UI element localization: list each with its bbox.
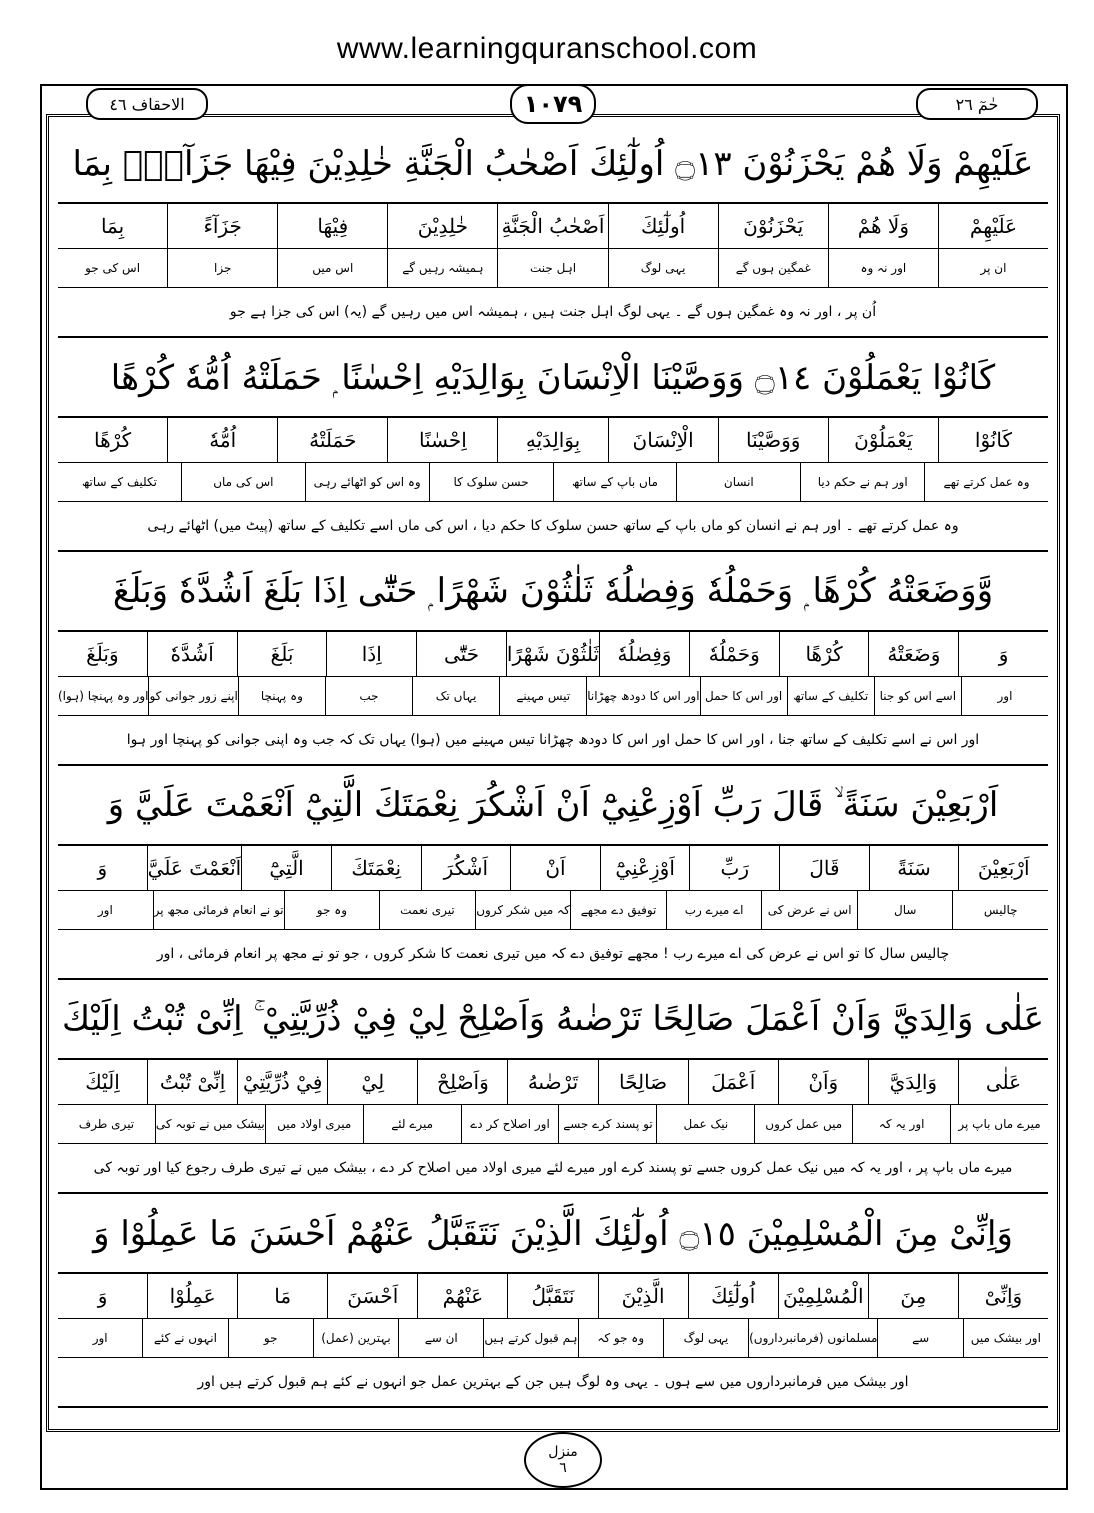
- urdu-meaning-cell: وہ اس کو اٹھائے رہی: [305, 463, 429, 501]
- urdu-translation-line: اُن پر ، اور نہ وہ غمگین ہوں گے ۔ یہی لوگ اہل جنت ہیں ، ہمیشہ اس میں رہیں گے (یہ) اس کی جزا ہے جو: [58, 288, 1048, 338]
- arabic-verse-line: اَرْبَعِيْنَ سَنَةً ۙ قَالَ رَبِّ اَوْزِعْنِيْٓ اَنْ اَشْكُرَ نِعْمَتَكَ الَّتِيْٓ اَنْعَمْتَ عَلَيَّ وَ: [58, 766, 1048, 846]
- urdu-meaning-cell: وہ عمل کرتے تھے: [924, 463, 1048, 501]
- urdu-meaning-cell: سال: [857, 891, 953, 929]
- urdu-meaning-cell: تکلیف کے ساتھ: [81, 475, 157, 489]
- arabic-word-cell: اَشُدَّهٗ: [147, 632, 237, 676]
- arabic-word-cell: بِمَا: [100, 214, 125, 238]
- urdu-meaning-cell: ماں باپ کے ساتھ: [553, 463, 677, 501]
- urdu-meaning-cell: اور اس کا دودھ چھڑانا: [586, 677, 699, 715]
- urdu-meaning-cell: انہوں نے کئے: [142, 1319, 227, 1357]
- arabic-word-cell: قَالَ: [779, 846, 869, 890]
- urdu-meaning-cell: مسلمانوں (فرمانبرداروں): [748, 1319, 877, 1357]
- urdu-meaning-cell: تیری طرف: [78, 1117, 135, 1131]
- urdu-meaning-cell: اور اس کا حمل: [700, 677, 787, 715]
- arabic-word-cell: وَحَمْلُهٗ: [689, 632, 779, 676]
- urdu-meaning-cell: اور اصلاح کر دے: [461, 1105, 559, 1143]
- meaning-row: [58, 1105, 1048, 1144]
- arabic-word-cell: يَحْزَنُوْنَ: [718, 204, 828, 248]
- arabic-word-cell: وَفِصٰلُهٗ: [599, 632, 689, 676]
- urdu-meaning-cell: وہ جو: [284, 891, 380, 929]
- arabic-verse-line: وَّوَضَعَتْهُ كُرْهًا ۭ وَحَمْلُهٗ وَفِصٰلُهٗ ثَلٰثُوْنَ شَهْرًا ۭ حَتّٰٓى اِذَا بَلَغَ اَشُدَّهٗ وَبَلَغَ: [58, 552, 1048, 632]
- arabic-word-cell: وَ: [97, 856, 108, 880]
- urdu-meaning-cell: تکلیف کے ساتھ: [787, 677, 874, 715]
- arabic-word-cell: اَصْحٰبُ الْجَنَّةِ: [497, 204, 607, 248]
- urdu-meaning-cell: غمگین ہوں گے: [718, 249, 828, 287]
- word-row: [58, 1274, 1048, 1319]
- arabic-word-cell: وَضَعَتْهُ: [868, 632, 958, 676]
- urdu-meaning-cell: اس نے عرض کی: [761, 891, 857, 929]
- urdu-meaning-cell: یہاں تک: [412, 677, 499, 715]
- arabic-word-cell: وَاَصْلِحْ: [417, 1060, 507, 1104]
- arabic-word-cell: اَنْ: [510, 846, 600, 890]
- urdu-translation-line: میرے ماں باپ پر ، اور یہ کہ میں نیک عمل کروں جسے تو پسند کرے اور میرے لئے میری اولاد میں اصلاح کر دے ، بیشک میں نے تیری طرف رجوع کیا اور توبہ کی: [58, 1144, 1048, 1194]
- meaning-row: [58, 249, 1048, 288]
- urdu-meaning-cell: میری اولاد میں: [265, 1105, 363, 1143]
- arabic-word-cell: فِيْهَا: [277, 204, 387, 248]
- page-number: ١٠٧٩: [510, 84, 596, 124]
- arabic-word-cell: الَّتِيْٓ: [241, 846, 331, 890]
- arabic-word-cell: بِوَالِدَيْهِ: [497, 418, 607, 462]
- urdu-meaning-cell: ان پر: [938, 249, 1048, 287]
- arabic-word-cell: اُولٰٓئِكَ: [688, 1274, 778, 1318]
- arabic-word-cell: وَ: [97, 1284, 108, 1308]
- urdu-meaning-cell: نیک عمل: [656, 1105, 754, 1143]
- meaning-row: [58, 891, 1048, 930]
- arabic-word-cell: اَوْزِعْنِيْٓ: [600, 846, 690, 890]
- urdu-meaning-cell: ان سے: [398, 1319, 483, 1357]
- arabic-word-cell: اَعْمَلَ: [688, 1060, 778, 1104]
- urdu-meaning-cell: اور: [961, 677, 1048, 715]
- urdu-meaning-cell: میرے ماں باپ پر: [950, 1105, 1048, 1143]
- manzil-label: منزل: [548, 1444, 578, 1460]
- urdu-translation-line: وہ عمل کرتے تھے ۔ اور ہم نے انسان کو ماں باپ کے ساتھ حسن سلوک کا حکم دیا ، اس کی ماں اسے تکلیف کے ساتھ (پیٹ میں) اٹھائے رہی: [58, 502, 1048, 552]
- verse-block: [58, 1194, 1048, 1408]
- arabic-word-cell: عَمِلُوْا: [147, 1274, 237, 1318]
- urdu-meaning-cell: اسے اس کو جنا: [874, 677, 961, 715]
- arabic-word-cell: اِذَا: [326, 632, 416, 676]
- word-row: [58, 418, 1048, 463]
- urdu-meaning-cell: تیری نعمت: [379, 891, 475, 929]
- arabic-word-cell: رَبِّ: [689, 846, 779, 890]
- arabic-word-cell: وَ: [958, 632, 1048, 676]
- urdu-translation-line: اور بیشک میں فرمانبرداروں میں سے ہوں ۔ یہی وہ لوگ ہیں جن کے بہترین عمل جو انہوں نے کئے ہم قبول کرتے ہیں اور: [58, 1358, 1048, 1408]
- arabic-word-cell: نَتَقَبَّلُ: [507, 1274, 597, 1318]
- verse-block: [58, 124, 1048, 338]
- arabic-word-cell: الْاِنْسَانَ: [608, 418, 718, 462]
- urdu-meaning-cell: وہ پہنچا: [238, 677, 325, 715]
- urdu-meaning-cell: جب: [325, 677, 412, 715]
- arabic-word-cell: وَاَنْ: [778, 1060, 868, 1104]
- verse-block: [58, 552, 1048, 766]
- arabic-word-cell: وَبَلَغَ: [86, 642, 119, 666]
- urdu-meaning-cell: میں عمل کروں: [754, 1105, 852, 1143]
- urdu-meaning-cell: میرے لئے: [363, 1105, 461, 1143]
- manzil-badge: [524, 1432, 602, 1488]
- arabic-word-cell: عَلَيْهِمْ: [938, 204, 1048, 248]
- arabic-word-cell: خٰلِدِيْنَ: [387, 204, 497, 248]
- urdu-translation-line: اور اس نے اسے تکلیف کے ساتھ جنا ، اور اس کا حمل اور اس کا دودھ چھڑانا تیس مہینے میں (ہوا) یہاں تک کہ جب وہ اپنی جوانی کو پہنچا اور ہوا: [58, 716, 1048, 766]
- urdu-meaning-cell: انسان: [676, 463, 800, 501]
- arabic-word-cell: نِعْمَتَكَ: [331, 846, 421, 890]
- urdu-meaning-cell: اور بیشک میں: [963, 1319, 1048, 1357]
- urdu-meaning-cell: بہترین (عمل): [313, 1319, 398, 1357]
- surah-label: الاحقاف ٤٦: [86, 88, 208, 120]
- meaning-row: [58, 1319, 1048, 1358]
- urdu-meaning-cell: یہی لوگ: [608, 249, 718, 287]
- urdu-meaning-cell: اے میرے رب: [666, 891, 762, 929]
- arabic-word-cell: تَرْضٰىهُ: [507, 1060, 597, 1104]
- urdu-meaning-cell: اس میں: [277, 249, 387, 287]
- urdu-meaning-cell: وہ جو کہ: [578, 1319, 663, 1357]
- arabic-word-cell: الَّذِيْنَ: [598, 1274, 688, 1318]
- urdu-meaning-cell: اور وہ پہنچا (ہوا): [57, 689, 149, 703]
- arabic-verse-line: وَاِنِّىْ مِنَ الْمُسْلِمِيْنَ ۝١٥ اُولٰٓئِكَ الَّذِيْنَ نَتَقَبَّلُ عَنْهُمْ اَحْسَنَ مَا عَمِلُوْا وَ: [58, 1194, 1048, 1274]
- word-row: [58, 632, 1048, 677]
- urdu-meaning-cell: اور ہم نے حکم دیا: [800, 463, 924, 501]
- arabic-word-cell: كُرْهًا: [779, 632, 869, 676]
- arabic-word-cell: الْمُسْلِمِيْنَ: [778, 1274, 868, 1318]
- arabic-word-cell: وَوَصَّيْنَا: [718, 418, 828, 462]
- verse-block: [58, 338, 1048, 552]
- word-row: [58, 204, 1048, 249]
- urdu-meaning-cell: ہم قبول کرتے ہیں: [483, 1319, 577, 1357]
- urdu-meaning-cell: اپنے زور جوانی کو: [148, 677, 237, 715]
- verse-blocks: [58, 124, 1048, 1408]
- arabic-word-cell: اَرْبَعِيْنَ: [958, 846, 1048, 890]
- word-row: [58, 1060, 1048, 1105]
- arabic-word-cell: حَتّٰٓى: [416, 632, 506, 676]
- arabic-word-cell: اِحْسٰنًا: [387, 418, 497, 462]
- urdu-meaning-cell: اور: [97, 903, 113, 917]
- manzil-number: ٦: [559, 1460, 567, 1476]
- urdu-meaning-cell: جو: [228, 1319, 313, 1357]
- urdu-meaning-cell: اور نہ وہ: [828, 249, 938, 287]
- arabic-word-cell: اُولٰٓئِكَ: [608, 204, 718, 248]
- arabic-verse-line: عَلَيْهِمْ وَلَا هُمْ يَحْزَنُوْنَ ۝١٣ اُولٰٓئِكَ اَصْحٰبُ الْجَنَّةِ خٰلِدِيْنَ فِيْهَا جَزَآءًۢ بِمَا: [58, 124, 1048, 204]
- urdu-meaning-cell: بیشک میں نے توبہ کی: [155, 1105, 265, 1143]
- urdu-meaning-cell: اس کی ماں: [181, 463, 305, 501]
- urdu-meaning-cell: اہل جنت: [497, 249, 607, 287]
- urdu-meaning-cell: تیس مہینے: [499, 677, 586, 715]
- urdu-meaning-cell: کہ میں شکر کروں: [475, 891, 571, 929]
- urdu-meaning-cell: سے: [877, 1319, 962, 1357]
- arabic-word-cell: اَحْسَنَ: [327, 1274, 417, 1318]
- para-label: حٰمٓ ٢٦: [916, 88, 1038, 120]
- arabic-word-cell: كُرْهًا: [93, 428, 132, 452]
- arabic-word-cell: سَنَةً: [869, 846, 959, 890]
- arabic-word-cell: اَنْعَمْتَ عَلَيَّ: [147, 846, 242, 890]
- arabic-word-cell: بَلَغَ: [237, 632, 327, 676]
- arabic-word-cell: مِنَ: [868, 1274, 958, 1318]
- arabic-word-cell: جَزَآءً: [167, 204, 277, 248]
- arabic-word-cell: ثَلٰثُوْنَ شَهْرًا: [506, 632, 599, 676]
- urdu-meaning-cell: جزا: [167, 249, 277, 287]
- urdu-meaning-cell: اور: [92, 1331, 108, 1345]
- arabic-word-cell: اِلَيْكَ: [85, 1070, 120, 1094]
- arabic-word-cell: عَنْهُمْ: [417, 1274, 507, 1318]
- urdu-meaning-cell: تو نے انعام فرمائی مجھ پر: [153, 891, 284, 929]
- urdu-meaning-cell: حسن سلوک کا: [429, 463, 553, 501]
- arabic-word-cell: وَاِنِّىْ: [958, 1274, 1048, 1318]
- urdu-meaning-cell: توفیق دے مجھے: [570, 891, 666, 929]
- meaning-row: [58, 463, 1048, 502]
- arabic-word-cell: لِيْ: [327, 1060, 417, 1104]
- urdu-translation-line: چالیس سال کا تو اس نے عرض کی اے میرے رب ! مجھے توفیق دے کہ میں تیری نعمت کا شکر کروں ، جو تو نے مجھ پر انعام فرمائی ، اور: [58, 930, 1048, 980]
- arabic-word-cell: اُمُّهٗ: [167, 418, 277, 462]
- arabic-verse-line: عَلٰى وَالِدَيَّ وَاَنْ اَعْمَلَ صَالِحًا تَرْضٰىهُ وَاَصْلِحْ لِيْ فِيْ ذُرِّيَّتِيْ ۚ اِنِّىْ تُبْتُ اِلَيْكَ: [58, 980, 1048, 1060]
- verse-block: [58, 766, 1048, 980]
- urdu-meaning-cell: یہی لوگ: [663, 1319, 748, 1357]
- arabic-word-cell: يَعْمَلُوْنَ: [828, 418, 938, 462]
- urdu-meaning-cell: اور یہ کہ: [852, 1105, 950, 1143]
- verse-block: [58, 980, 1048, 1194]
- urdu-meaning-cell: چالیس: [952, 891, 1048, 929]
- urdu-meaning-cell: تو پسند کرے جسے: [558, 1105, 656, 1143]
- arabic-verse-line: كَانُوْا يَعْمَلُوْنَ ۝١٤ وَوَصَّيْنَا الْاِنْسَانَ بِوَالِدَيْهِ اِحْسٰنًا ۭ حَمَلَتْهُ اُمُّهٗ كُرْهًا: [58, 338, 1048, 418]
- arabic-word-cell: وَالِدَيَّ: [868, 1060, 958, 1104]
- arabic-word-cell: اِنِّىْ تُبْتُ: [147, 1060, 237, 1104]
- arabic-word-cell: عَلٰى: [958, 1060, 1048, 1104]
- urdu-meaning-cell: ہمیشہ رہیں گے: [387, 249, 497, 287]
- arabic-word-cell: كَانُوْا: [938, 418, 1048, 462]
- arabic-word-cell: اَشْكُرَ: [421, 846, 511, 890]
- arabic-word-cell: صَالِحًا: [598, 1060, 688, 1104]
- word-row: [58, 846, 1048, 891]
- arabic-word-cell: مَا: [237, 1274, 327, 1318]
- arabic-word-cell: فِيْ ذُرِّيَّتِيْ: [237, 1060, 327, 1104]
- arabic-word-cell: وَلَا هُمْ: [828, 204, 938, 248]
- urdu-meaning-cell: اس کی جو: [85, 261, 141, 275]
- arabic-word-cell: حَمَلَتْهُ: [277, 418, 387, 462]
- site-url: www.learningquranschool.com: [336, 32, 758, 65]
- meaning-row: [58, 677, 1048, 716]
